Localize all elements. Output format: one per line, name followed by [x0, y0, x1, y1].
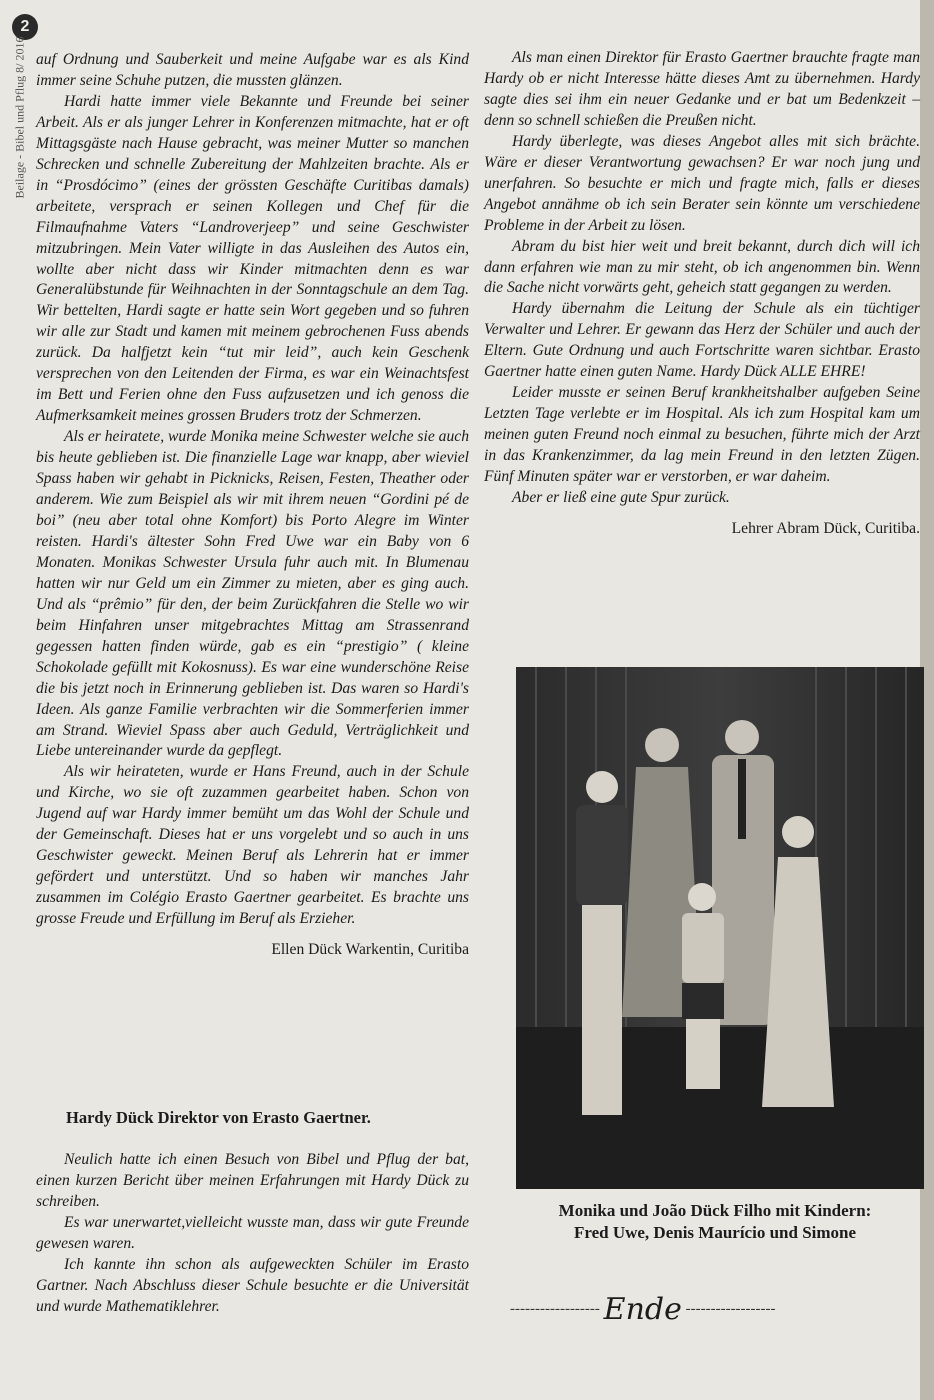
- photo-caption: [505, 1200, 925, 1244]
- left-paragraph-3: Als er heiratete, wurde Monika meine Schwester welche sie auch bis heute geblieben ist. Die finanzielle Lage war knapp, aber wieviel Spass haben wir gehabt in Picknicks, Reisen, Festen, Theather oder anderem. Wie zum Beispiel als wir mit ihrem neuen “Gordini pé de boi” (neu aber total ohne Komfort) bis Porto Alegre im Winter reisten. Hardi's ältester Sohn Fred Uwe war ein Baby von 6 Monaten. Monikas Schwester Ursula fuhr auch mit. In Blumenau hatten wir nur Geld um ein Zimmer zu mieten, aber es ging auch. Und als “prêmio” für den, der beim Zurückfahren die Stelle wo wir beim Hinfahren unser mitgebrachtes Mittag am Strassenrand gegessen hatten finden würde, gab es ein “prestigio” ( kleine Schokolade gefüllt mit Kokosnuss). Es war eine wunderschöne Reise die bis jetzt noch in Erinnerung geblieben ist. Das waren so Hardi's Ideen. Als ganze Familie verbrachten wir die Sommerferien immer am Strand. Wieviel Spass aber auch Geduld, Verträglichkeit und Liebe untereinander wurde da gepflegt.: [36, 428, 469, 760]
- right-paragraph-6: Aber er ließ eine gute Spur zurück.: [512, 489, 730, 507]
- ende-dashes-right: ------------------: [685, 1301, 776, 1317]
- photo-caption-line-2: Fred Uwe, Denis Maurício und Simone: [573, 1223, 857, 1242]
- ende-dashes-left: ------------------: [510, 1301, 600, 1317]
- article-paragraph-1: Neulich hatte ich einen Besuch von Bibel und Pflug der bat, einen kurzen Bericht über meinen Erfahrungen mit Hardy Dück zu schreiben.: [36, 1151, 469, 1210]
- family-photo: [516, 667, 924, 1189]
- family-photo-illustration: [516, 667, 924, 1189]
- article-heading: Hardy Dück Direktor von Erasto Gaertner.: [66, 1108, 371, 1127]
- running-head: Beilage - Bibel und Pflug 8/ 2016: [12, 36, 27, 199]
- article-paragraph-3: Ich kannte ihn schon als aufgeweckten Schüler im Erasto Gartner. Nach Abschluss dieser Schule besuchte er die Universität und wurde Mathematiklehrer.: [36, 1255, 469, 1315]
- left-paragraph-1: auf Ordnung und Sauberkeit und meine Aufgabe war es als Kind immer seine Schuhe putzen, die mussten glänzen.: [36, 51, 469, 89]
- page-number-badge: 2: [12, 14, 38, 40]
- right-signature: Lehrer Abram Dück, Curitiba.: [731, 519, 920, 537]
- right-paragraph-3: Abram du bist hier weit und breit bekannt, durch dich will ich dann erfahren wie man zu mir steht, ob ich angenommen bin. Wenn die Sache nicht vorwärts geht, geheich statt gegangen zu werden.: [484, 237, 920, 297]
- right-column: [484, 48, 920, 540]
- left-paragraph-2: Hardi hatte immer viele Bekannte und Freunde bei seiner Arbeit. Als er als junger Lehrer in Konferenzen mitmachte, hat er oft Mittagsgäste nach Hause gebracht, was meiner Mutter so manchen Schrecken und schnelle Zubereitung der Mahlzeiten brachte. Als er in “Prosdócimo” (eines der grössten Geschäfte Curitibas damals) arbeitete, versprach er seinen Kollegen und Chef für die Filmaufnahme Vaters “Landroverjeep” und seine Geschwister mitzubringen. Mein Vater willigte in das Ausleihen des Autos ein, wollte aber nicht dass wir Kinder mitmachten denn es war Generalübstunde für Weihnachten in der Sonntagschule an dem Tag. Wir bettelten, Hardi sagte er hatte sein Wort gegeben und so fuhren wir alle zur Stadt und kamen mit meinem gebrochenen Fuss abends zurück. Da halfjetzt kein “tut mir leid”, auch kein Geschenk versprechen von den Leitenden der Firma, es war ein Weinachtsfest im Bett und Ferien ohne den Fuss aufzusetzen und ich genoss die Aufmerksamkeit meines grossen Bruders trotz der Schmerzen.: [36, 92, 469, 425]
- ende-footer: [510, 1292, 920, 1327]
- right-paragraph-5: Leider musste er seinen Beruf krankheitshalber aufgeben Seine Letzten Tage verlebte er im Hospital. Als ich zum Hospital kam um meinen guten Freund noch einmal zu besuchen, führte mich der Arzt in das Krankenzimmer, da lag mein Freund in den letzten Zügen. Fünf Minuten später war er verstorben, er war daheim.: [484, 384, 920, 486]
- left-column: [36, 50, 469, 961]
- photo-caption-line-1: Monika und João Dück Filho mit Kindern:: [558, 1201, 872, 1220]
- ende-word: Ende: [603, 1292, 682, 1327]
- left-signature: Ellen Dück Warkentin, Curitiba: [271, 941, 469, 959]
- article-paragraph-2: Es war unerwartet,vielleicht wusste man, dass wir gute Freunde gewesen waren.: [36, 1213, 469, 1252]
- right-paragraph-4: Hardy übernahm die Leitung der Schule als ein tüchtiger Verwalter und Lehrer. Er gewann das Herz der Schüler und auch der Eltern. Gute Ordnung und auch Fortschritte waren sichtbar. Erasto Gaertner hatte einen guten Name. Hardy Dück ALLE EHRE!: [484, 300, 920, 381]
- right-paragraph-1: Als man einen Direktor für Erasto Gaertner brauchte fragte man Hardy ob er nicht Interesse hätte dieses Amt zu übernehmen. Hardy sagte dies sei ihm ein neuer Gedanke und er bat um Bedenkzeit – denn so schnell schießen die Preußen nicht.: [484, 49, 920, 129]
- article-column: [36, 1150, 469, 1318]
- left-paragraph-4: Als wir heirateten, wurde er Hans Freund, auch in der Schule und Kirche, wo sie oft zuzammen gearbeitet haben. Schon von Jugend auf war Hardy immer bemüht um das Wohl der Schule und der Gemeinschaft. Dieses hat er uns vorgelebt und so auch in uns Geschwister geweckt. Meinen Beruf als Lehrerin hat er immer gefördert und unterstützt. Und so haben wir manches Jahr zusammen im Colégio Erasto Gaertner gearbeitet. Es brachte uns grosse Freude und Erfüllung im Beruf als Erzieher.: [36, 763, 469, 928]
- right-paragraph-2: Hardy überlegte, was dieses Angebot alles mit sich brächte. Wäre er dieser Verantwortung gewachsen? Er war noch jung und unerfahren. So besuchte er mich und fragte mich, falls er dieses Angebot annähme ob ich sein Berater sein könnte um verschiedene Probleme in der Arbeit zu lösen.: [484, 132, 920, 234]
